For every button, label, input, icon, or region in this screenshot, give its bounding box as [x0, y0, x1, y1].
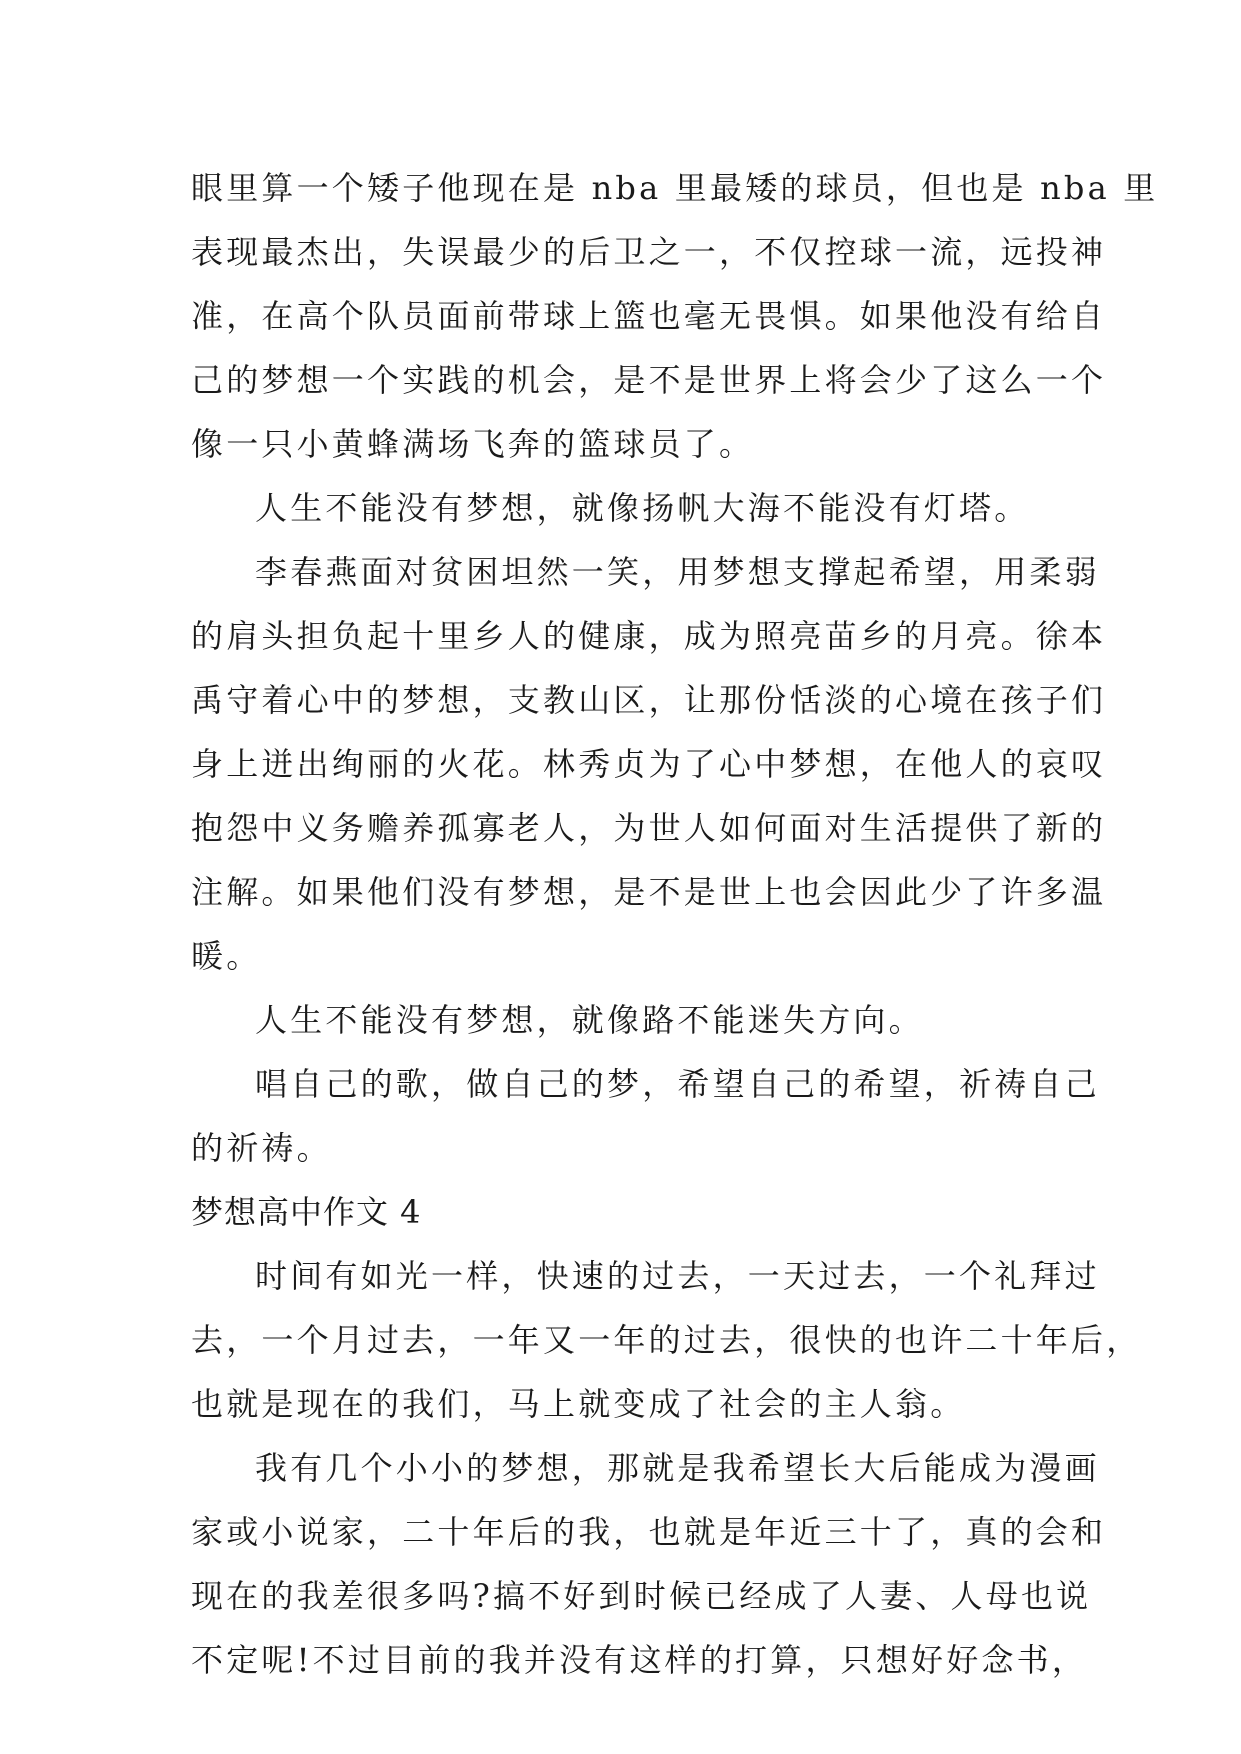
text-line: 抱怨中义务赡养孤寡老人，为世人如何面对生活提供了新的: [191, 809, 1107, 847]
text-line: 现在的我差很多吗?搞不好到时候已经成了人妻、人母也说: [191, 1577, 1092, 1615]
text-line: 的祈祷。: [191, 1129, 332, 1167]
paragraph-first-line: 人生不能没有梦想，就像路不能迷失方向。: [255, 1001, 924, 1039]
paragraph-first-line: 时间有如光一样，快速的过去，一天过去，一个礼拜过: [255, 1257, 1100, 1295]
text-line: 像一只小黄蜂满场飞奔的篮球员了。: [191, 425, 755, 463]
text-line: 表现最杰出，失误最少的后卫之一，不仅控球一流，远投神: [191, 233, 1107, 271]
paragraph-first-line: 李春燕面对贫困坦然一笑，用梦想支撑起希望，用柔弱: [255, 553, 1100, 591]
text-line: 注解。如果他们没有梦想，是不是世上也会因此少了许多温: [191, 873, 1107, 911]
paragraph-first-line: 人生不能没有梦想，就像扬帆大海不能没有灯塔。: [255, 489, 1030, 527]
text-line: 眼里算一个矮子他现在是 nba 里最矮的球员，但也是 nba 里: [191, 169, 1159, 207]
text-line: 准，在高个队员面前带球上篮也毫无畏惧。如果他没有给自: [191, 297, 1107, 335]
text-line: 的肩头担负起十里乡人的健康，成为照亮苗乡的月亮。徐本: [191, 617, 1107, 655]
section-heading: 梦想高中作文 4: [191, 1193, 422, 1231]
text-line: 暖。: [191, 937, 262, 975]
text-line: 也就是现在的我们，马上就变成了社会的主人翁。: [191, 1385, 966, 1423]
paragraph-first-line: 唱自己的歌，做自己的梦，希望自己的希望，祈祷自己: [255, 1065, 1100, 1103]
text-line: 去，一个月过去，一年又一年的过去，很快的也许二十年后，: [191, 1321, 1142, 1359]
text-line: 己的梦想一个实践的机会，是不是世界上将会少了这么一个: [191, 361, 1107, 399]
document-page: [191, 156, 1159, 1692]
text-line: 身上迸出绚丽的火花。林秀贞为了心中梦想，在他人的哀叹: [191, 745, 1107, 783]
text-line: 不定呢!不过目前的我并没有这样的打算，只想好好念书，: [191, 1641, 1088, 1679]
text-line: 家或小说家，二十年后的我，也就是年近三十了，真的会和: [191, 1513, 1107, 1551]
paragraph-first-line: 我有几个小小的梦想，那就是我希望长大后能成为漫画: [255, 1449, 1100, 1487]
text-line: 禹守着心中的梦想，支教山区，让那份恬淡的心境在孩子们: [191, 681, 1107, 719]
